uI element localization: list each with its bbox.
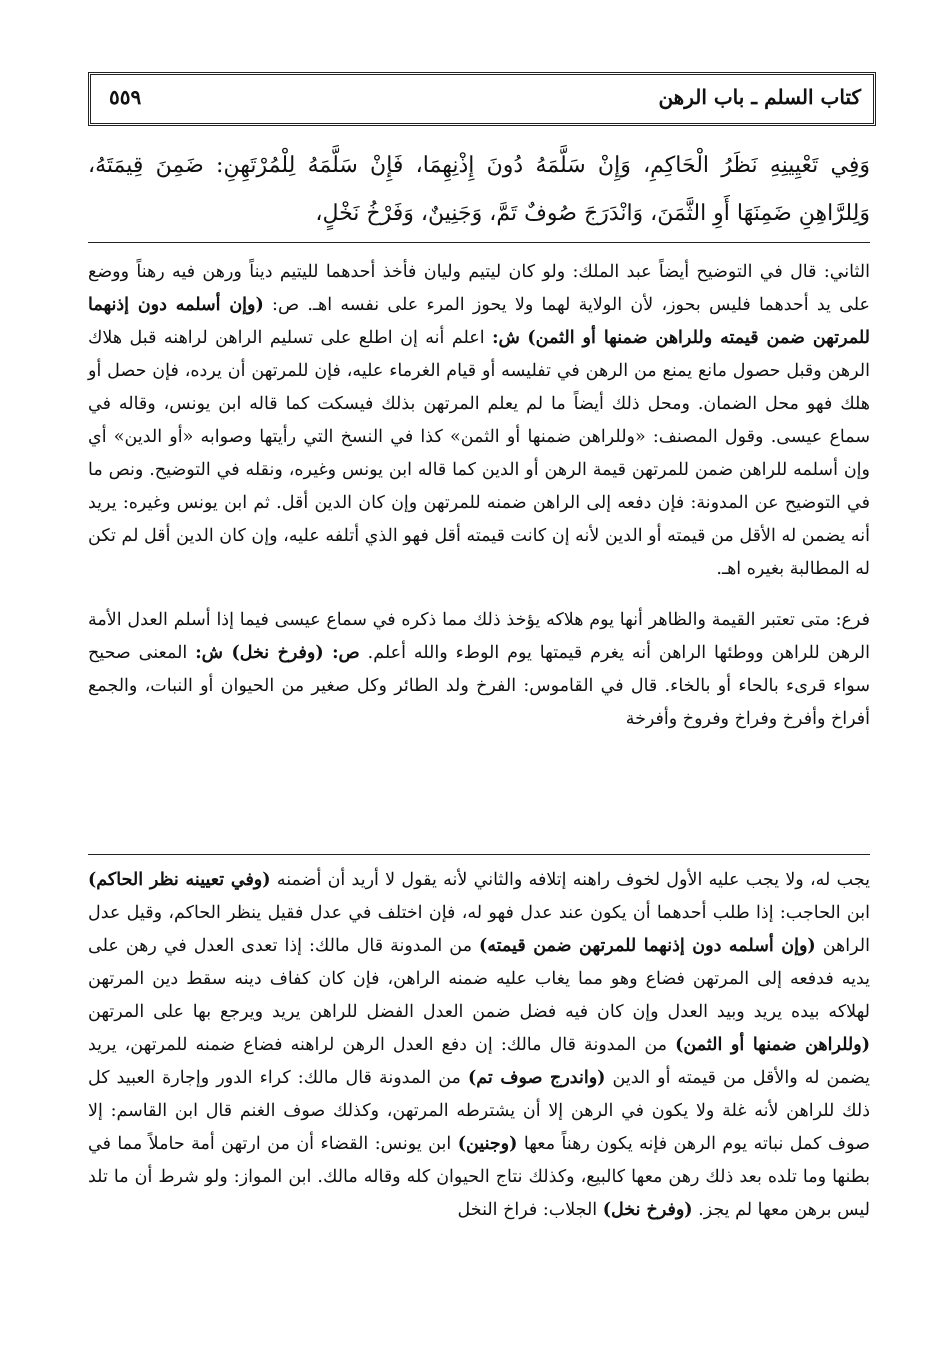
quoted-matn: (وفي تعيينه نظر الحاكم) [88, 870, 271, 890]
footnote-text: من المدونة قال مالك: إذا تعدى العدل في رهن على يديه فدفعه إلى المرتهن فضاع وهو مما يغاب عليه ضمنه الراهن، فإن كان كفاف دينه سقط دين المرتهن لهلاكه بيده يريد وبيد العدل وإن كان فيه فضل ضمن العدل الفضل للراهن يريد ويرجع بها على المرتهن [88, 936, 870, 1022]
footnote-text: من المدونة قال مالك: إن دفع العدل الرهن لراهنه فضاع ضمنه للمرتهن، يريد يضمن له والأقل من قيمته أو الدين [88, 1035, 870, 1088]
quoted-matn: (وإن أسلمه دون إذنهما للمرتهن ضمن قيمته وللراهن ضمنها أو الثمن) [88, 295, 870, 348]
footnote-text: من المدونة قال مالك: كراء الدور وإجارة العبيد كل ذلك للراهن لأنه غلة ولا يكون في الرهن إلا أن يشترطه المرتهن، وكذلك صوف الغنم قال ابن القاسم: إلا صوف كمل نباته يوم الرهن فإنه يكون رهناً معها [88, 1068, 870, 1154]
quoted-matn: (وإن أسلمه دون إذنهما للمرتهن ضمن قيمته) [478, 936, 816, 956]
page-number: ٥٥٩ [109, 85, 142, 109]
commentary-paragraph [88, 604, 870, 736]
footnote-text: ابن يونس: القضاء أن من ارتهن أمة حاملاً مما في بطنها وما تلده بعد ذلك رهن معها كالبيع، وكذلك نتاج الحيوان كله وقاله مالك. ابن المواز: ولو شرط أن ما تلد ليس برهن معها لم يجز. [88, 1134, 870, 1220]
quoted-matn: (وجنين) [457, 1134, 518, 1154]
matn-text: وَفِي تَعْيِينِهِ نَظَرُ الْحَاكِمِ، وَإِنْ سَلَّمَهُ دُونَ إِذْنِهِمَا، فَإِنْ سَلَّمَهُ لِلْمُرْتَهِنِ: ضَمِنَ قِيمَتَهُ، وَلِلرَّاهِنِ ضَمِنَهَا أَوِ الثَّمَنَ، وَانْدَرَجَ صُوفٌ تَمَّ، وَجَنِينٌ، وَفَرْخُ نَخْلٍ، [88, 153, 870, 226]
commentary-text: فرع: متى تعتبر القيمة والظاهر أنها يوم هلاكه يؤخذ ذلك مما ذكره في سماع عيسى فيما إذا أسلم العدل الأمة الرهن للراهن ووطئها الراهن أنه يغرم قيمتها يوم الوطء والله أعلم. [88, 610, 870, 663]
book-page [88, 72, 878, 1342]
quoted-matn: (وللراهن ضمنها أو الثمن) [675, 1035, 870, 1055]
running-title: كتاب السلم ـ باب الرهن [658, 85, 861, 109]
quoted-matn: (وفرخ نخل) [602, 1200, 693, 1220]
matn-divider [88, 242, 870, 243]
commentary-text: الثاني: قال في التوضيح أيضاً عبد الملك: ولو كان ليتيم وليان فأخذ أحدهما لليتيم ديناً ورهن فيه رهناً ووضع على يد أحدهما فليس بحوز، لأن الولاية لهما ولا يحوز المرء على نفسه اهـ. ص: [88, 262, 870, 315]
quoted-matn: (واندرج صوف تم) [468, 1068, 606, 1088]
footnote-text: ابن الحاجب: إذا طلب أحدهما أن يكون عند عدل فهو له، فإن اختلف في عدل فقيل ينظر الحاكم، وقيل عدل الراهن [88, 903, 870, 956]
footnote-text: الجلاب: فراخ النخل [457, 1200, 598, 1220]
commentary-block [88, 256, 870, 736]
footnote-text: يجب له، ولا يجب عليه الأول لخوف راهنه إتلافه والثاني لأنه يقول لا أريد أن أضمنه [276, 870, 870, 890]
commentary-text: المعنى صحيح سواء قرىء بالحاء أو بالخاء. قال في القاموس: الفرخ ولد الطائر وكل صغير من الحيوان أو النبات، والجمع أفراخ وأفرخ وفراخ وفروخ وأفرخة [88, 643, 870, 729]
commentary-paragraph [88, 256, 870, 586]
sharh-marker: ش: [492, 328, 520, 348]
footnote-divider [88, 854, 870, 855]
page-header [88, 72, 876, 126]
footnote-block [88, 864, 870, 1227]
commentary-text: اعلم أنه إن اطلع على تسليم الراهن لراهنه قبل هلاك الرهن وقبل حصول مانع يمنع من الرهن في تفليسه أو قيام الغرماء عليه، فإن للمرتهن أن يرده، فإن حصل أو هلك فهو محل الضمان. ومحل ذلك أيضاً ما لم يعلم المرتهن بذلك فيسكت كما قاله ابن يونس، وقاله في سماع عيسى. وقول المصنف: «وللراهن ضمنها أو الثمن» كذا في النسخ التي رأيتها وصوابه «أو الدين» أي وإن أسلمه للراهن ضمن للمرتهن قيمة الرهن أو الدين كما قاله ابن يونس وغيره، ونقله في التوضيح. ونص ما في التوضيح عن المدونة: فإن دفعه إلى الراهن ضمنه للمرتهن وإن كان الدين أقل. ثم ابن يونس وغيره: يريد أنه يضمن له الأقل من قيمته أو الدين لأنه إن كانت قيمته أقل فهو الذي أتلفه عليه، وإن كان الدين أقل لم تكن له المطالبة بغيره اهـ. [88, 328, 870, 579]
quoted-matn: ص: (وفرخ نخل) ش: [195, 643, 360, 663]
footnote-paragraph [88, 864, 870, 1227]
